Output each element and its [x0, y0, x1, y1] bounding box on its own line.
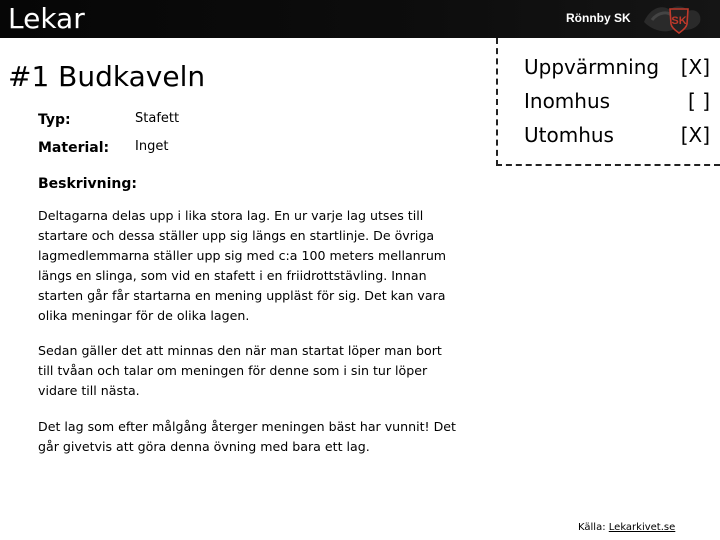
- env-row-outdoor: [524, 120, 710, 150]
- env-checkbox: [X]: [680, 55, 710, 79]
- club-name: Rönnby SK: [566, 11, 631, 25]
- club-logo-icon: [640, 2, 704, 36]
- env-row-indoor: [524, 86, 710, 116]
- description-paragraph: Deltagarna delas upp i lika stora lag. En ur varje lag utses till startare och dessa ställer upp sig längs en startlinje. De övriga lagmedlemmarna ställer upp sig med c:a 100 meters mellanrum längs en slinga, som vid en stafett i en friidrottstävling. Innan starten går får startarna en mening uppläst för sig. Det kan vara olika meningar för de olika lagen.: [38, 208, 447, 323]
- header-bar: [0, 0, 720, 38]
- description-paragraph: Det lag som efter målgång återger meningen bäst har vunnit! Det går givetvis att göra denna övning med bara ett lag.: [38, 419, 456, 454]
- source-label: Källa:: [578, 522, 606, 533]
- environment-box: [496, 38, 720, 166]
- material-label: Material:: [38, 140, 110, 156]
- source-link[interactable]: Lekarkivet.se: [608, 522, 676, 533]
- description-heading: Beskrivning:: [38, 176, 137, 192]
- env-label: Inomhus: [524, 89, 611, 113]
- exercise-title: #1 Budkaveln: [8, 60, 206, 93]
- material-value: Inget: [135, 139, 169, 154]
- source-credit: [578, 522, 675, 533]
- app-title: Lekar: [8, 2, 85, 35]
- logo-text: SK: [671, 15, 687, 27]
- env-label: Utomhus: [524, 123, 614, 147]
- env-row-warmup: [524, 52, 710, 82]
- type-value: Stafett: [135, 111, 180, 126]
- env-label: Uppvärmning: [524, 55, 660, 79]
- description-paragraph: Sedan gäller det att minnas den när man startat löper man bort till tvåan och talar om meningen för denne som i sin tur löper vidare till nästa.: [38, 343, 442, 398]
- type-label: Typ:: [38, 112, 71, 128]
- env-checkbox: [X]: [680, 123, 710, 147]
- env-checkbox: [ ]: [688, 89, 710, 113]
